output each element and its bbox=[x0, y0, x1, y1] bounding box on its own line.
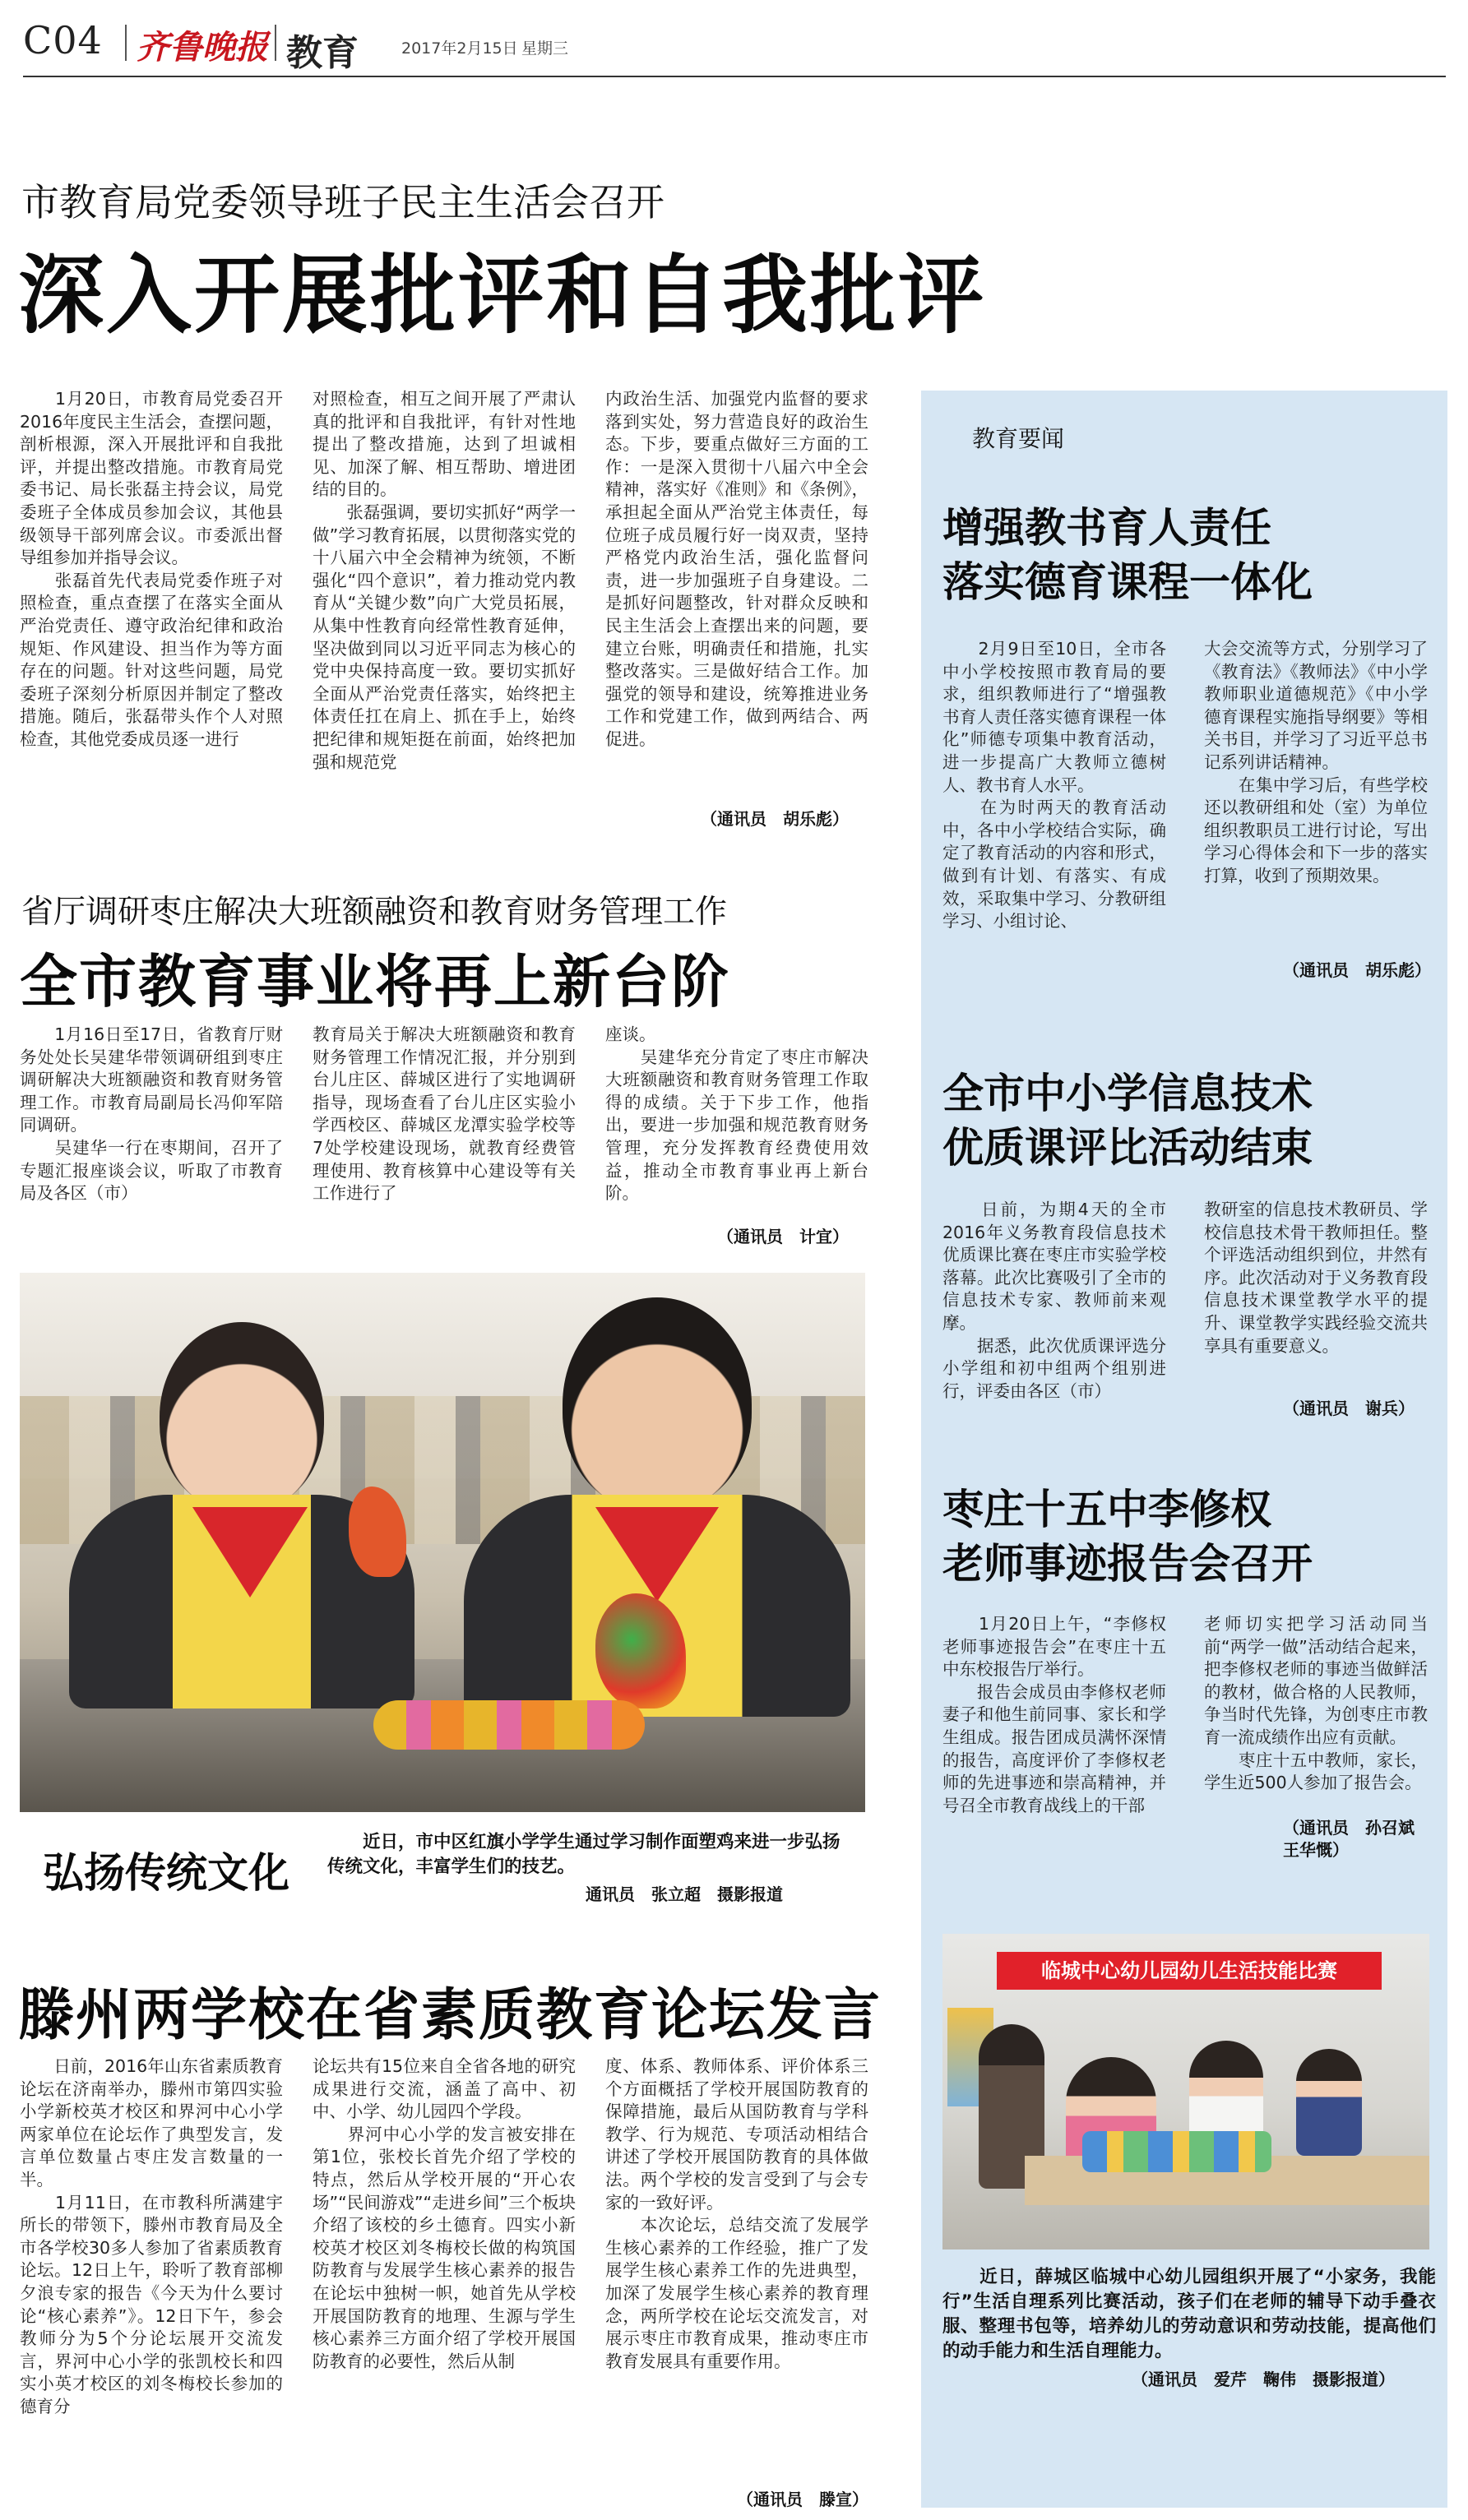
article3-credit: （通讯员 滕宣） bbox=[737, 2490, 868, 2509]
sidebar-story3-title-line2: 老师事迹报告会召开 bbox=[942, 1540, 1313, 1588]
sidebar-story3-title-line1: 枣庄十五中李修权 bbox=[942, 1486, 1271, 1533]
photo-boy-scarf bbox=[595, 1507, 719, 1602]
article2-title: 全市教育事业将再上新台阶 bbox=[20, 948, 730, 1015]
photo2-credit: （通讯员 爱芹 鞠伟 摄影报道） bbox=[1132, 2370, 1395, 2389]
photo-girl-scarf bbox=[192, 1507, 308, 1598]
article1-col2: 对照检查，相互之间开展了严肃认真的批评和自我批评，有针对性地提出了整改措施，达到了坦诚相见、加深了解、相互帮助、增进团结的目的。 张磊强调，要切实抓好“两学一做”学习教育拓展，以贯彻落实党的十八届六中全会精神为统领，不断强化“四个意识”，着力推动党内教育从“关键少数”向广大党员拓展，从集中性教育向经常性教育延伸，坚决做到同以习近平同志为核心的党中央保持高度一致。要切实抓好全面从严治党责任落实，始终把主体责任扛在肩上、抓在手上，始终把纪律和规矩挺在前面，始终把加强和规范党 bbox=[313, 389, 576, 772]
article1-col3: 内政治生活、加强党内监督的要求落到实处，努力营造良好的政治生态。下步，要重点做好三方面的工作：一是深入贯彻十八届六中全会精神，落实好《准则》和《条例》，承担起全面从严治党主体责任，每位班子成员履行好一岗双责，坚持严格党内政治生活，强化监督问责，进一步加强班子自身建设。二是抓好问题整改，针对群众反映和民主生活会上查摆出来的问题，要建立台账，明确责任和措施，扎实整改落实。三是做好结合工作。加强党的领导和建设，统筹推进业务工作和党建工作，做到两结合、两促进。 bbox=[605, 389, 868, 749]
photo2-caption: 近日，薛城区临城中心幼儿园组织开展了“小家务，我能行”生活自理系列比赛活动，孩子们在老师的辅导下动手叠衣服、整理书包等，培养幼儿的劳动意识和劳动技能，提高他们的动手能力和生活自理能力。 bbox=[942, 2267, 1436, 2361]
article2-subtitle: 省厅调研枣庄解决大班额融资和教育财务管理工作 bbox=[21, 894, 728, 931]
sidebar-story1-title-line1: 增强教书育人责任 bbox=[942, 504, 1271, 552]
photo2-banner: 临城中心幼儿园幼儿生活技能比赛 bbox=[997, 1952, 1382, 1990]
masthead-separator-1 bbox=[125, 25, 127, 61]
sidebar-story1-col1: 2月9日至10日，全市各中小学校按照市教育局的要求，组织教师进行了“增强教书育人责任落实德育课程一体化”师德专项集中教育活动，进一步提高广大教师立德树人、教书育人水平。 在为时两天的教育活动中，各中小学校结合实际，确定了教育活动的内容和形式，做到有计划、有落实、有成效，采取集中学习、分教研组学习、小组讨论、 bbox=[942, 639, 1166, 932]
article2-col1: 1月16日至17日，省教育厅财务处处长吴建华带领调研组到枣庄调研解决大班额融资和教育财务管理工作。市教育局副局长冯仰军陪同调研。 吴建华一行在枣期间，召开了专题汇报座谈会议，听取了市教育局及各区（市） bbox=[20, 1024, 283, 1204]
photo2-folded-clothes bbox=[1082, 2131, 1271, 2172]
sidebar-story2-title-line1: 全市中小学信息技术 bbox=[942, 1070, 1313, 1117]
sidebar-story3-col1: 1月20日上午，“李修权老师事迹报告会”在枣庄十五中东校报告厅举行。 报告会成员由李修权老师妻子和他生前同事、家长和学生组成。报告团成员满怀深情的报告，高度评价了李修权老师的先进事迹和崇高精神，并号召全市教育战线上的干部 bbox=[942, 1614, 1166, 1815]
masthead-rule bbox=[23, 76, 1446, 77]
article2-col3: 座谈。 吴建华充分肯定了枣庄市解决大班额融资和教育财务管理工作取得的成绩。关于下步工作，他指出，要进一步加强和规范教育财务管理，充分发挥教育经费使用效益，推动全市教育事业再上新台阶。 bbox=[605, 1024, 868, 1204]
sidebar-story2-col1: 日前，为期4天的全市2016年义务教育段信息技术优质课比赛在枣庄市实验学校落幕。此次比赛吸引了全市的信息技术专家、教师前来观摩。 据悉，此次优质课评选分小学组和初中组两个组别进行，评委由各区（市） bbox=[942, 1200, 1166, 1401]
photo1-caption: 近日，市中区红旗小学学生通过学习制作面塑鸡来进一步弘扬传统文化，丰富学生们的技艺。 bbox=[327, 1832, 841, 1877]
masthead-separator-2 bbox=[275, 25, 276, 61]
sidebar-story1-title-line2: 落实德育课程一体化 bbox=[942, 558, 1313, 606]
photo-kindergarten-skills bbox=[942, 1934, 1429, 2250]
article1-subtitle: 市教育局党委领导班子民主生活会召开 bbox=[21, 180, 665, 224]
page-code: C04 bbox=[23, 18, 103, 62]
sidebar-story2-title-line2: 优质课评比活动结束 bbox=[942, 1124, 1313, 1172]
photo-girl-head bbox=[160, 1322, 324, 1511]
article3-col2: 论坛共有15位来自全省各地的研究成果进行交流，涵盖了高中、初中、小学、幼儿园四个学段。 界河中心小学的发言被安排在第1位，张校长首先介绍了学校的特点，然后从学校开展的“开心农场”“民间游戏”“走进乡间”三个板块介绍了该校的乡土德育。四实小新校英才校区刘冬梅校长做的构筑国防教育与发展学生核心素养的报告在论坛中独树一帜，她首先从学校开展国防教育的地理、生源与学生核心素养三方面介绍了学校开展国防教育的必要性，然后从制 bbox=[313, 2056, 576, 2371]
sidebar-story3-credit: （通讯员 孙召斌 王华慨） bbox=[1283, 1818, 1415, 1860]
sidebar-story3-col2: 老师切实把学习活动同当前“两学一做”活动结合起来，把李修权老师的事迹当做鲜活的教材，做合格的人民教师，争当时代先锋，为创枣庄市教育一流成绩作出应有贡献。 枣庄十五中教师，家长，学生近500人参加了报告会。 bbox=[1204, 1614, 1428, 1793]
section-name: 教育 bbox=[286, 32, 359, 74]
article1-col1: 1月20日，市教育局党委召开2016年度民主生活会，查摆问题，剖析根源，深入开展批评和自我批评，并提出整改措施。市教育局党委书记、局长张磊主持会议，局党委班子全体成员参加会议，其他县级领导干部列席会议。市委派出督导组参加并指导会议。 张磊首先代表局党委作班子对照检查，重点查摆了在落实全面从严治党责任、遵守政治纪律和政治规矩、作风建设、担当作为等方面存在的问题。针对这些问题，局党委班子深刻分析原因并制定了整改措施。随后，张磊带头作个人对照检查，其他党委成员逐一进行 bbox=[20, 389, 283, 749]
sidebar-story2-col2: 教研室的信息技术教研员、学校信息技术骨干教师担任。整个评选活动组织到位，井然有序。此次活动对于义务教育段信息技术课堂教学水平的提升、课堂教学实践经验交流共享具有重要意义。 bbox=[1204, 1200, 1428, 1356]
photo-boy-head bbox=[563, 1297, 752, 1511]
sidebar-story1-credit: （通讯员 胡乐彪） bbox=[1283, 960, 1431, 980]
photo1-credit: 通讯员 张立超 摄影报道 bbox=[586, 1884, 783, 1904]
article1-credit: （通讯员 胡乐彪） bbox=[701, 809, 849, 829]
photo2-child-far bbox=[1296, 2049, 1362, 2156]
masthead bbox=[0, 0, 1468, 74]
article2-credit: （通讯员 计宜） bbox=[717, 1227, 849, 1246]
photo1-title: 弘扬传统文化 bbox=[43, 1849, 289, 1897]
paper-logo: 齐鲁晚报 bbox=[137, 28, 268, 67]
article3-title: 滕州两学校在省素质教育论坛发言 bbox=[18, 1983, 882, 2048]
issue-date: 2017年2月15日 bbox=[401, 39, 518, 58]
article3-col3: 度、体系、教师体系、评价体系三个方面概括了学校开展国防教育的保障措施，最后从国防教育与学科教学、行为规范、专项活动相结合讲述了学校开展国防教育的具体做法。两个学校的发言受到了与会专家的一致好评。 本次论坛，总结交流了发展学生核心素养的工作经验，推广了发展学生核心素养工作的先进典型，加深了发展学生核心素养的教育理念，两所学校在论坛交流发言，对展示枣庄市教育成果，推动枣庄市教育发展具有重要作用。 bbox=[605, 2056, 868, 2371]
article2-col2: 教育局关于解决大班额融资和教育财务管理工作情况汇报，并分别到台儿庄区、薛城区进行了实地调研指导，现场查看了台儿庄区实验小学西校区、薛城区龙潭实验学校等7处学校建设现场，就教育经费管理使用、教育核算中心建设等有关工作进行了 bbox=[313, 1024, 576, 1204]
photo-children-clay-rooster bbox=[20, 1273, 865, 1812]
photo-clay-pieces bbox=[373, 1700, 645, 1750]
sidebar-story2-credit: （通讯员 谢兵） bbox=[1283, 1399, 1415, 1418]
sidebar-story1-col2: 大会交流等方式，分别学习了《教育法》《教师法》《中小学教师职业道德规范》《中小学德育课程实施指导纲要》等相关书目，并学习了习近平总书记系列讲话精神。 在集中学习后，有些学校还以教研组和处（室）为单位组织教职员工进行讨论，写出学习心得体会和下一步的落实打算，收到了预期效果。 bbox=[1204, 639, 1428, 885]
issue-weekday: 星期三 bbox=[521, 39, 569, 58]
sidebar-label: 教育要闻 bbox=[972, 425, 1065, 452]
article1-title: 深入开展批评和自我批评 bbox=[18, 245, 987, 345]
article3-col1: 日前，2016年山东省素质教育论坛在济南举办，滕州市第四实验小学新校英才校区和界河中心小学两家单位在论坛作了典型发言，发言单位数量占枣庄发言数量的一半。 1月11日，在市教科所满建宇所长的带领下，滕州市教育局及全市各学校30多人参加了省素质教育论坛。12日上午，聆听了教育部柳夕浪专家的报告《今天为什么要讨论“核心素养”》。12日下午，参会教师分为5个分论坛展开交流发言，界河中心小学的张凯校长和四实小英才校区的刘冬梅校长参加的德育分 bbox=[20, 2056, 283, 2416]
